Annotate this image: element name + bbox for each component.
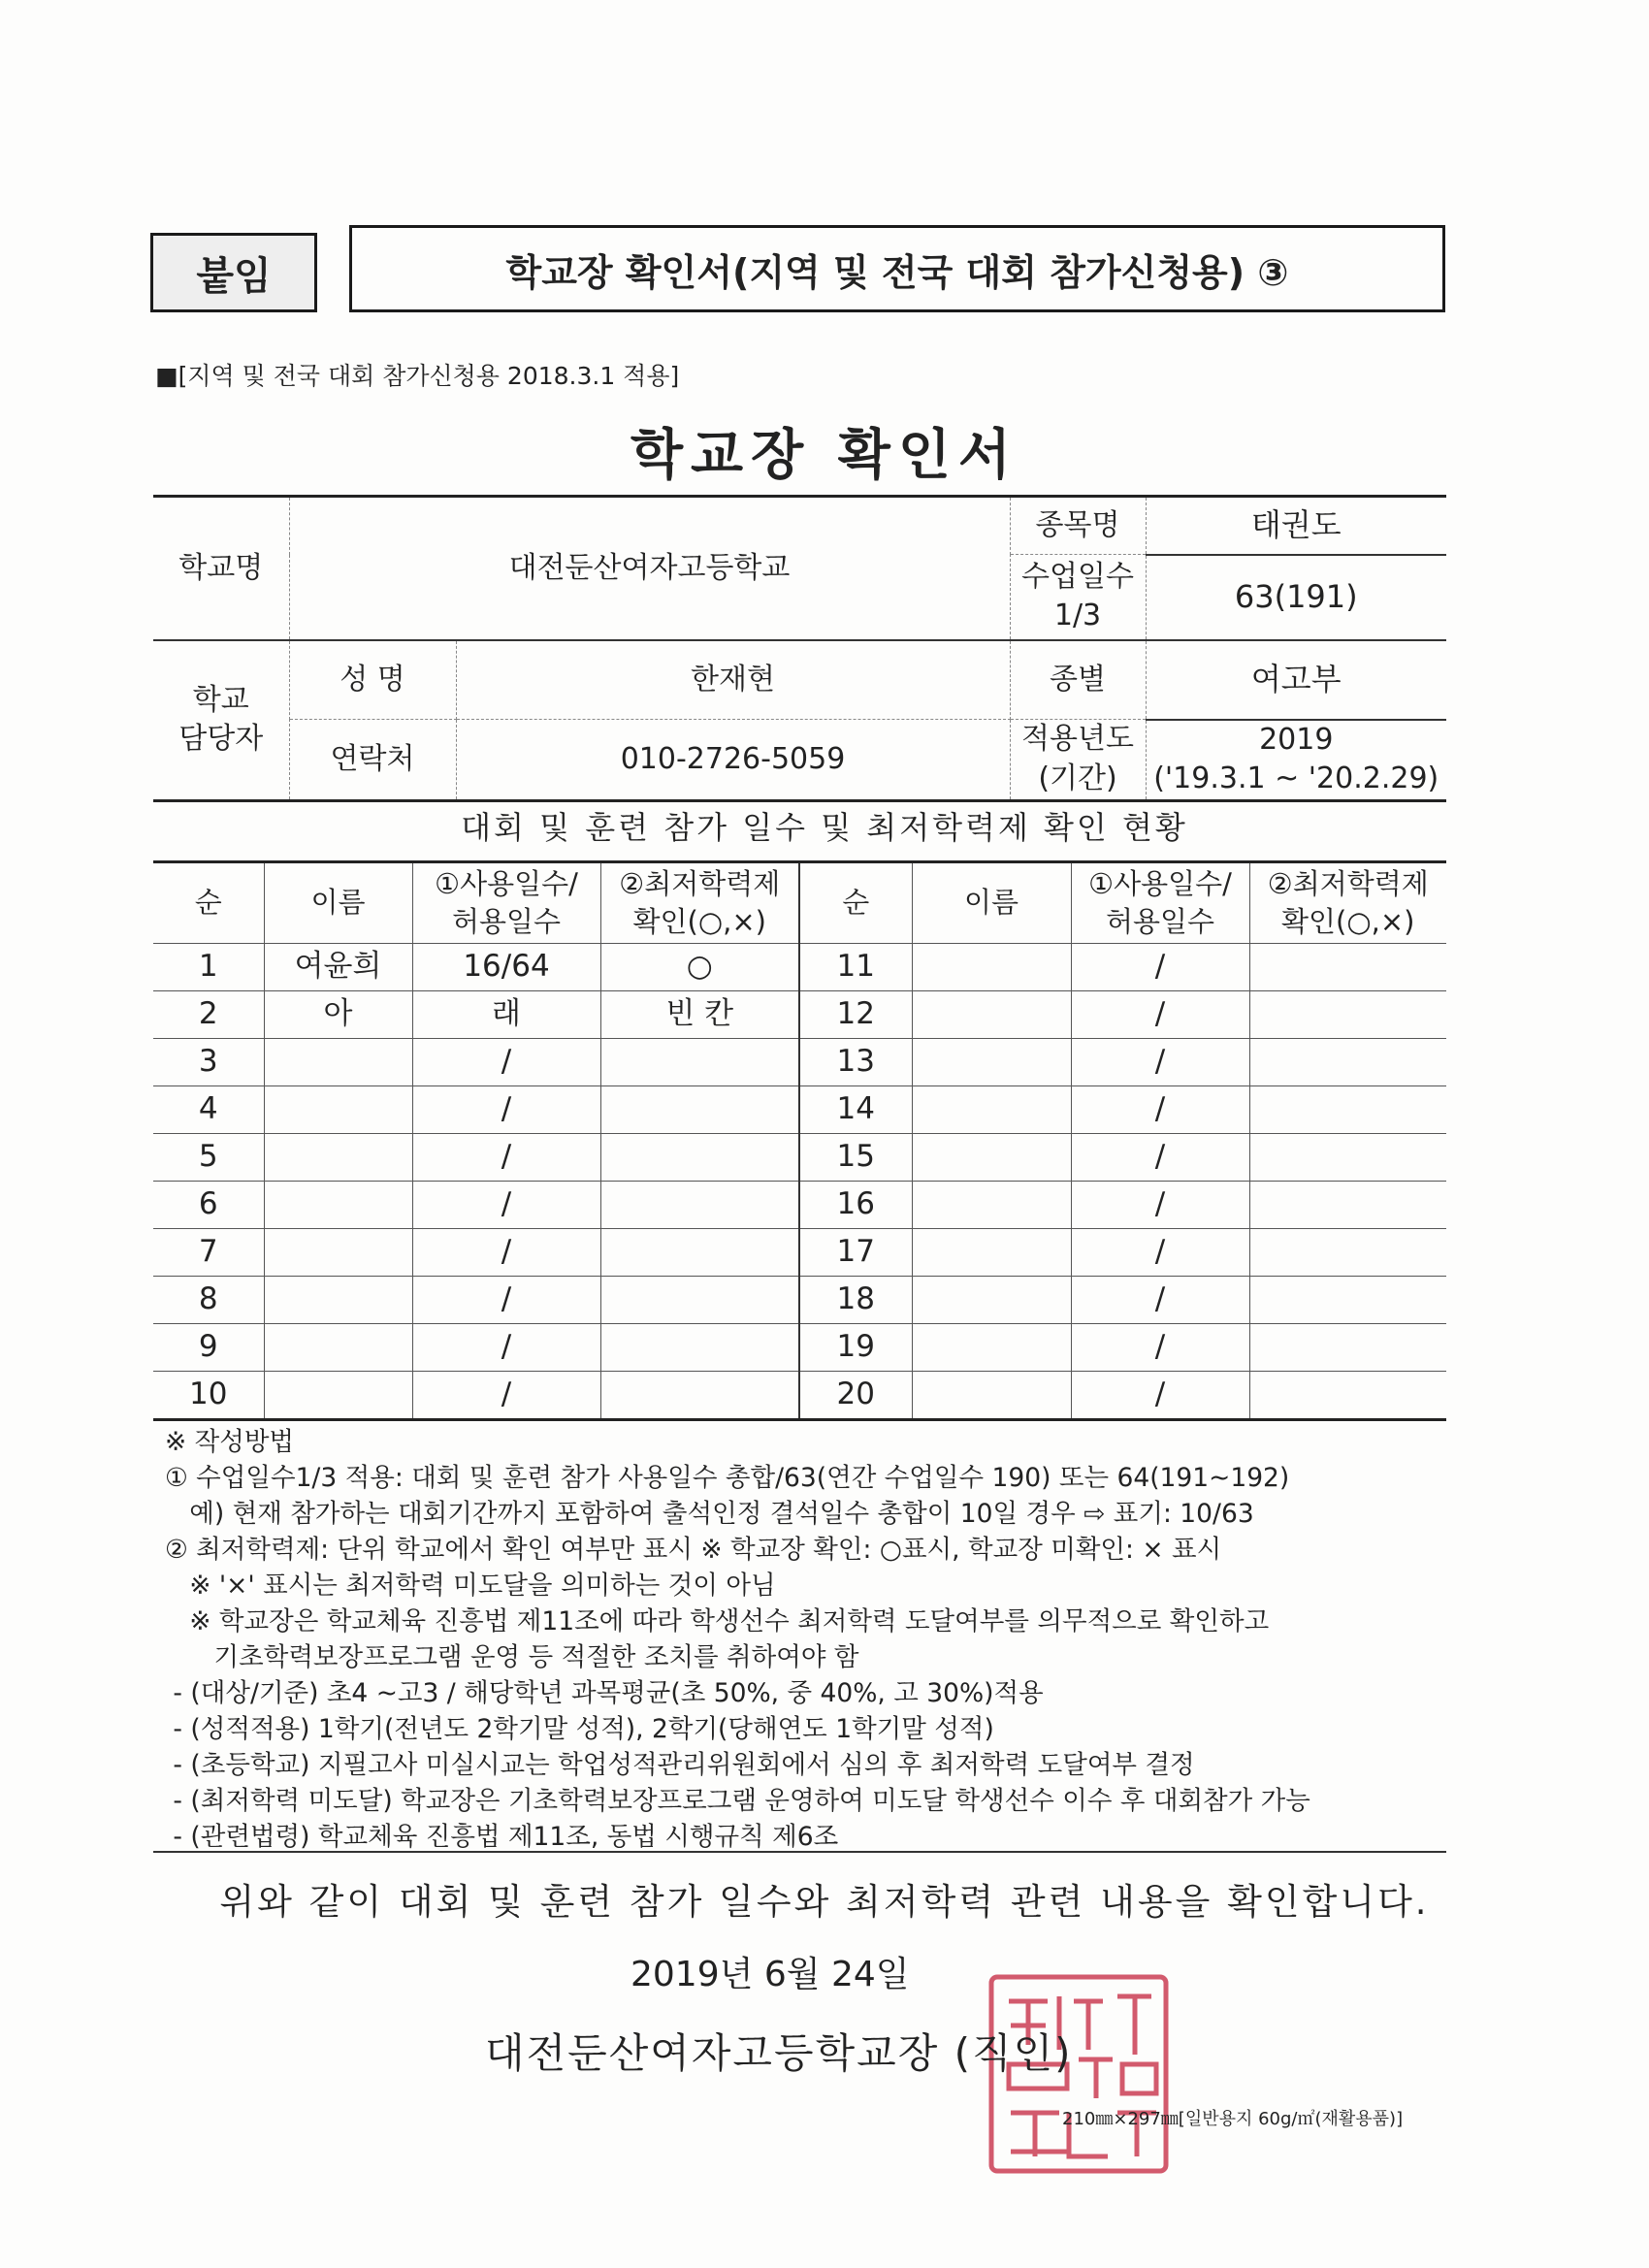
row-num: 1 [153,944,264,991]
participation-table [153,860,1446,1421]
row-days: / [412,1372,600,1420]
table-row [153,1182,1446,1229]
row-num: 4 [153,1086,264,1134]
sport-value: 태권도 [1146,497,1446,555]
row-name [264,1229,412,1277]
row-days-2: / [1071,1134,1249,1182]
row-check [600,1229,799,1277]
row-num: 8 [153,1277,264,1324]
row-days: 16/64 [412,944,600,991]
principal-signature: 대전둔산여자고등학교장 (직인) [485,2029,1073,2077]
table-row [153,991,1446,1039]
row-check-2 [1249,1229,1446,1277]
attachment-tag: 붙임 [150,233,317,312]
row-name: 아 [264,991,412,1039]
col-days: ①사용일수/ 허용일수 [412,862,600,944]
row-name [264,1372,412,1420]
row-name [264,1086,412,1134]
table-row [153,1372,1446,1420]
row-num-2: 17 [799,1229,912,1277]
note-line: - (성적적용) 1학기(전년도 2학기말 성적), 2학기(당해연도 1학기말 성적) [165,1714,994,1744]
divider [153,1851,1446,1853]
row-num-2: 11 [799,944,912,991]
row-check: 빈 칸 [600,991,799,1039]
row-num: 3 [153,1039,264,1086]
col-days-2: ①사용일수/ 허용일수 [1071,862,1249,944]
name-value: 한재현 [456,640,1010,720]
row-num-2: 13 [799,1039,912,1086]
row-check [600,1134,799,1182]
col-check-2: ②최저학력제 확인(○,×) [1249,862,1446,944]
row-check [600,1277,799,1324]
row-name-2 [912,1182,1071,1229]
row-days: / [412,1182,600,1229]
row-check-2 [1249,1182,1446,1229]
row-days-2: / [1071,991,1249,1039]
row-check: ○ [600,944,799,991]
row-check-2 [1249,991,1446,1039]
note-line: - (관련법령) 학교체육 진흥법 제11조, 동법 시행규칙 제6조 [165,1822,839,1852]
note-line: - (초등학교) 지필고사 미실시교는 학업성적관리위원회에서 심의 후 최저학력 도달여부 결정 [165,1750,1195,1780]
contact-value: 010-2726-5059 [456,720,1010,801]
col-num: 순 [153,862,264,944]
row-num: 6 [153,1182,264,1229]
row-name-2 [912,1277,1071,1324]
row-num: 5 [153,1134,264,1182]
table-row [153,1086,1446,1134]
year-value: 2019 [1259,722,1334,757]
table-row [153,1039,1446,1086]
top-note: ■[지역 및 전국 대회 참가신청용 2018.3.1 적용] [155,362,680,390]
row-days-2: / [1071,1277,1249,1324]
row-name-2 [912,1134,1071,1182]
row-name [264,1039,412,1086]
note-line: ※ 작성방법 [165,1427,295,1457]
row-check [600,1324,799,1372]
row-days-2: / [1071,1324,1249,1372]
sport-label: 종목명 [1010,497,1146,555]
row-check [600,1372,799,1420]
row-num-2: 15 [799,1134,912,1182]
row-days: / [412,1134,600,1182]
row-check [600,1039,799,1086]
notes [165,1424,1310,1855]
row-days: / [412,1324,600,1372]
note-line: ※ 학교장은 학교체육 진흥법 제11조에 따라 학생선수 최저학력 도달여부를 의무적으로 확인하고 [165,1606,1270,1636]
row-days-2: / [1071,1182,1249,1229]
year-label: 적용년도 (기간) [1010,720,1146,801]
row-name-2 [912,1086,1071,1134]
row-name-2 [912,1372,1071,1420]
col-name: 이름 [264,862,412,944]
note-line: 예) 현재 참가하는 대회기간까지 포함하여 출석인정 결석일수 총합이 10일 경우 ⇨ 표기: 10/63 [165,1499,1254,1529]
row-name-2 [912,991,1071,1039]
row-days-2: / [1071,1229,1249,1277]
row-check-2 [1249,944,1446,991]
row-days: / [412,1229,600,1277]
row-days: 래 [412,991,600,1039]
row-days-2: / [1071,1039,1249,1086]
info-table [153,495,1446,802]
table-row [153,944,1446,991]
row-days: / [412,1039,600,1086]
row-num: 10 [153,1372,264,1420]
table-row [153,1324,1446,1372]
col-num-2: 순 [799,862,912,944]
row-name-2 [912,1324,1071,1372]
note-line: - (대상/기준) 초4 ~고3 / 해당학년 과목평균(초 50%, 중 40%, 고 30%)적용 [165,1678,1044,1708]
col-name-2: 이름 [912,862,1071,944]
row-check-2 [1249,1039,1446,1086]
days-label: 수업일수 1/3 [1010,555,1146,640]
row-name [264,1182,412,1229]
table-row [153,1134,1446,1182]
row-num: 7 [153,1229,264,1277]
section-title: 대회 및 훈련 참가 일수 및 최저학력제 확인 현황 [461,809,1188,846]
row-check-2 [1249,1324,1446,1372]
row-name [264,1277,412,1324]
row-check-2 [1249,1277,1446,1324]
row-check [600,1086,799,1134]
row-num: 9 [153,1324,264,1372]
staff-label: 학교 담당자 [153,640,289,801]
school-label: 학교명 [153,497,289,640]
row-check-2 [1249,1372,1446,1420]
table-row [153,1277,1446,1324]
note-line: ② 최저학력제: 단위 학교에서 확인 여부만 표시 ※ 학교장 확인: ○표시, 학교장 미확인: × 표시 [165,1535,1222,1565]
document-header-title: 학교장 확인서(지역 및 전국 대회 참가신청용) ③ [349,225,1445,312]
row-check-2 [1249,1086,1446,1134]
paper-spec: 210㎜×297㎜[일반용지 60g/㎡(재활용품)] [1062,2109,1404,2129]
row-check [600,1182,799,1229]
row-days-2: / [1071,1086,1249,1134]
row-name: 여윤희 [264,944,412,991]
row-num-2: 12 [799,991,912,1039]
row-name [264,1134,412,1182]
days-value: 63(191) [1146,555,1446,640]
period-value: ('19.3.1 ~ '20.2.29) [1153,761,1439,795]
row-name-2 [912,1039,1071,1086]
name-label: 성 명 [289,640,456,720]
table-header-row [153,862,1446,944]
confirm-statement: 위와 같이 대회 및 훈련 참가 일수와 최저학력 관련 내용을 확인합니다. [219,1881,1430,1923]
page-title: 학교장 확인서 [630,424,1019,487]
row-days-2: / [1071,944,1249,991]
note-line: ※ '×' 표시는 최저학력 미도달을 의미하는 것이 아님 [165,1571,776,1601]
row-num-2: 19 [799,1324,912,1372]
category-label: 종별 [1010,640,1146,720]
row-name [264,1324,412,1372]
row-days-2: / [1071,1372,1249,1420]
row-days: / [412,1277,600,1324]
issue-date: 2019년 6월 24일 [630,1955,910,1994]
row-num-2: 20 [799,1372,912,1420]
category-value: 여고부 [1146,640,1446,720]
row-days: / [412,1086,600,1134]
row-check-2 [1249,1134,1446,1182]
row-name-2 [912,944,1071,991]
row-num-2: 16 [799,1182,912,1229]
note-line: 기초학력보장프로그램 운영 등 적절한 조치를 취하여야 함 [165,1642,859,1672]
row-num-2: 14 [799,1086,912,1134]
table-row [153,1229,1446,1277]
note-line: ① 수업일수1/3 적용: 대회 및 훈련 참가 사용일수 총합/63(연간 수업일수 190) 또는 64(191~192) [165,1463,1290,1493]
year-cell [1146,720,1446,801]
row-num-2: 18 [799,1277,912,1324]
col-check: ②최저학력제 확인(○,×) [600,862,799,944]
note-line: - (최저학력 미도달) 학교장은 기초학력보장프로그램 운영하여 미도달 학생선수 이수 후 대회참가 가능 [165,1786,1310,1816]
row-num: 2 [153,991,264,1039]
school-value: 대전둔산여자고등학교 [289,497,1010,640]
row-name-2 [912,1229,1071,1277]
contact-label: 연락처 [289,720,456,801]
